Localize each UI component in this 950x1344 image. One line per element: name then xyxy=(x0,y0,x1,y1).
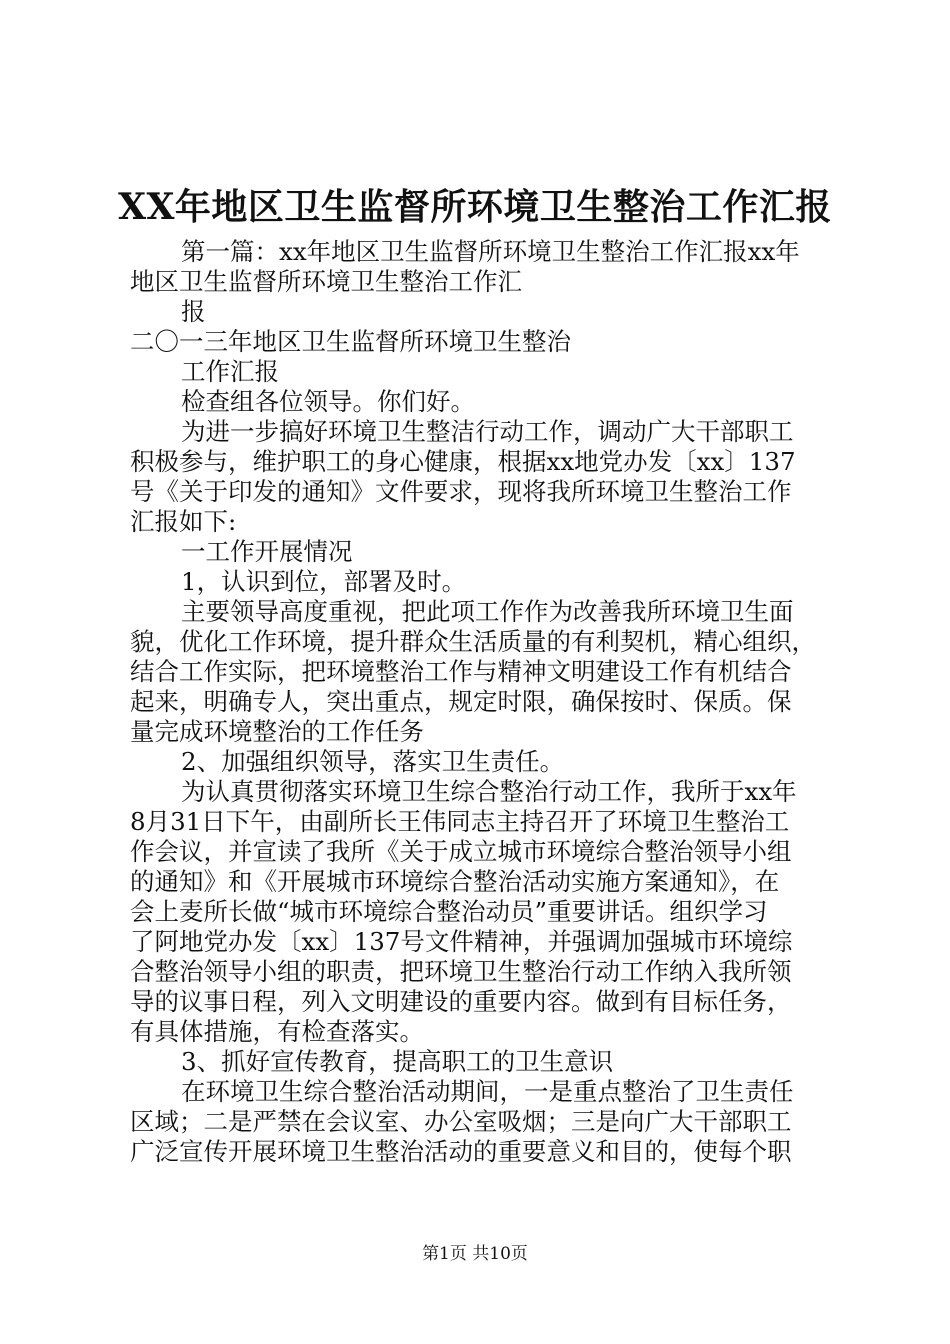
body-line: 积极参与，维护职工的身心健康，根据xx地党办发〔xx〕137 xyxy=(130,447,796,476)
body-line: 会上麦所长做“城市环境综合整治动员”重要讲话。组织学习 xyxy=(130,897,768,926)
body-line: 导的议事日程，列入文明建设的重要内容。做到有目标任务， xyxy=(130,987,792,1016)
body-line: 第一篇：xx年地区卫生监督所环境卫生整治工作汇报xx年 xyxy=(181,237,800,266)
page-footer: 第1页 共10页 xyxy=(422,1244,528,1264)
body-line: 号《关于印发的通知》文件要求，现将我所环境卫生整治工作 xyxy=(130,477,792,506)
body-line: 起来，明确专人，突出重点，规定时限，确保按时、保质。保 xyxy=(130,687,792,716)
body-line: 了阿地党办发〔xx〕137号文件精神，并强调加强城市环境综 xyxy=(130,927,793,956)
body-line: 3、抓好宣传教育，提高职工的卫生意识 xyxy=(181,1047,614,1076)
document-title: XX年地区卫生监督所环境卫生整治工作汇报 xyxy=(118,186,832,228)
document-body xyxy=(130,237,830,1167)
body-line: 1，认识到位，部署及时。 xyxy=(181,567,467,596)
body-line: 合整治领导小组的职责，把环境卫生整治行动工作纳入我所领 xyxy=(130,957,792,986)
body-line: 二〇一三年地区卫生监督所环境卫生整治 xyxy=(130,327,571,356)
body-line: 的通知》和《开展城市环境综合整治活动实施方案通知》，在 xyxy=(130,867,780,896)
body-line: 为认真贯彻落实环境卫生综合整治行动工作，我所于xx年 xyxy=(181,777,797,806)
body-line: 报 xyxy=(181,297,206,326)
body-line: 检查组各位领导。你们好。 xyxy=(181,387,475,416)
body-line: 有具体措施，有检查落实。 xyxy=(130,1017,424,1046)
body-line: 结合工作实际，把环境整治工作与精神文明建设工作有机结合 xyxy=(130,657,792,686)
body-line: 作会议，并宣读了我所《关于成立城市环境综合整治领导小组 xyxy=(130,837,792,866)
body-line: 主要领导高度重视，把此项工作作为改善我所环境卫生面 xyxy=(181,597,794,626)
body-line: 在环境卫生综合整治活动期间，一是重点整治了卫生责任 xyxy=(181,1077,794,1106)
body-line: 2、加强组织领导，落实卫生责任。 xyxy=(181,747,565,776)
body-line: 一工作开展情况 xyxy=(181,537,353,566)
body-line: 区域；二是严禁在会议室、办公室吸烟；三是向广大干部职工 xyxy=(130,1107,792,1136)
body-line: 貌，优化工作环境，提升群众生活质量的有利契机，精心组织， xyxy=(130,627,816,656)
body-line: 量完成环境整治的工作任务 xyxy=(130,717,424,746)
body-line: 8月31日下午，由副所长王伟同志主持召开了环境卫生整治工 xyxy=(130,807,790,836)
body-line: 广泛宣传开展环境卫生整治活动的重要意义和目的，使每个职 xyxy=(130,1137,792,1166)
body-line: 地区卫生监督所环境卫生整治工作汇 xyxy=(130,267,522,296)
body-line: 为进一步搞好环境卫生整洁行动工作，调动广大干部职工 xyxy=(181,417,794,446)
body-line: 工作汇报 xyxy=(181,357,279,386)
body-line: 汇报如下: xyxy=(130,507,237,536)
